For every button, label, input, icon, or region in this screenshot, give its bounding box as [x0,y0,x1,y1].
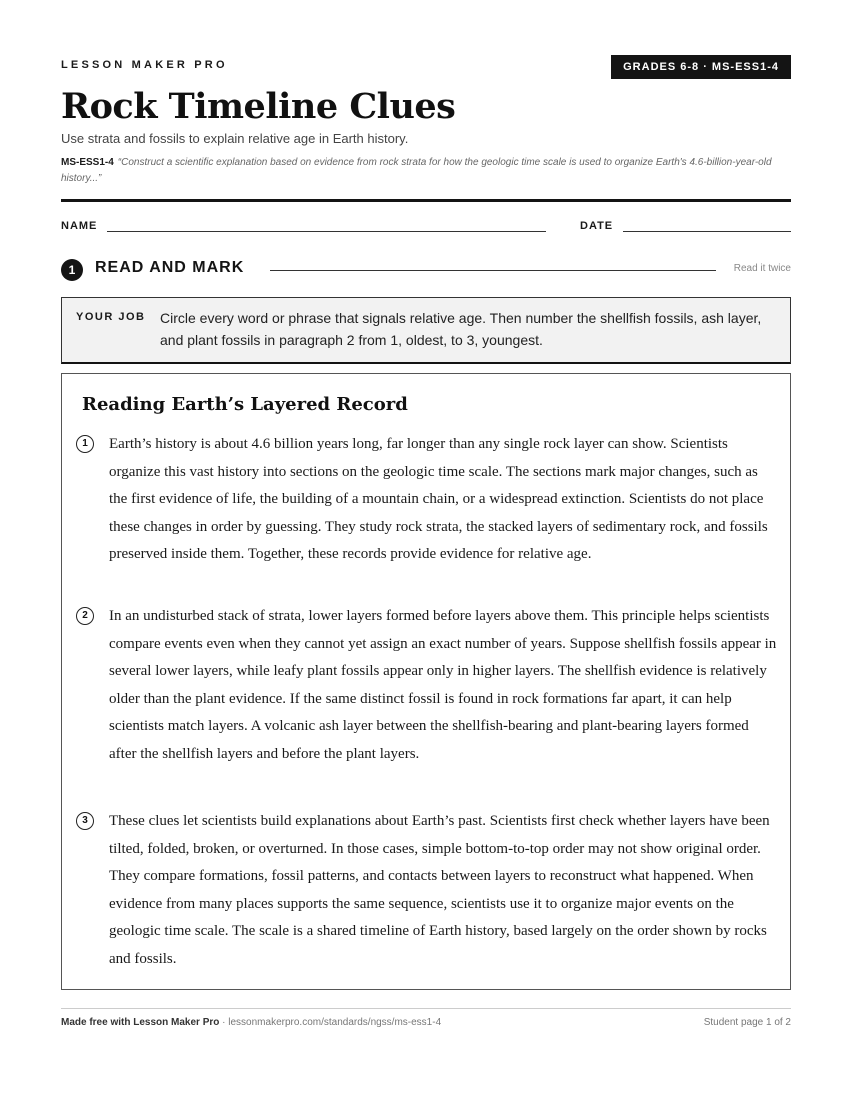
your-job-box [61,297,791,364]
worksheet-page [61,0,791,1100]
footer-made-with: Made free with Lesson Maker Pro [61,1017,220,1028]
your-job-label: YOUR JOB [76,311,146,323]
section-heading [61,258,791,282]
date-field[interactable] [623,231,791,232]
paragraph-number-badge: 1 [76,435,94,453]
section-number-badge: 1 [61,259,83,281]
standard-quote: “Construct a scientific explanation based on evidence from rock strata for how the geologic time scale is used to organize Earth's 4.6-billion-year-old history...” [61,157,772,184]
reading-passage-box [61,373,791,990]
date-label: DATE [580,220,614,232]
grade-standard-badge: GRADES 6-8 · MS-ESS1-4 [611,55,791,79]
name-field[interactable] [107,231,546,232]
footer-url: · lessonmakerpro.com/standards/ngss/ms-ess1-4 [219,1017,442,1028]
your-job-instructions: Circle every word or phrase that signals relative age. Then number the shellfish fossils, ash layer, and plant fossils in paragraph 2 from 1, oldest, to 3, youngest. [160,310,762,348]
header-divider [61,199,791,202]
name-label: NAME [61,220,98,232]
standard-statement [61,155,791,187]
footer-page-number: Student page 1 of 2 [703,1017,791,1028]
paragraph-text[interactable]: Earth’s history is about 4.6 billion years long, far longer than any single rock layer can show. Scientists organize this vast history into sections on the geologic time scale. The sections mark major changes, such as the first evidence of life, the building of a mountain chain, or a widespread extinction. Scientists do not place these changes in order by guessing. They study rock strata, the stacked layers of sedimentary rock, and fossils preserved inside them. Together, these records provide evidence for relative age. [109,436,768,563]
page-title: Rock Timeline Clues [61,86,456,127]
standard-code: MS-ESS1-4 [61,157,114,168]
paragraph-text[interactable]: In an undisturbed stack of strata, lower layers formed before layers above them. This principle helps scientists compare events even when they cannot yet assign an exact number of years. Suppose shellfish fossils appear in several lower layers, while leafy plant fossils appear only in higher layers. The shellfish evidence is relatively older than the plant evidence. If the same distinct fossil is found in rock formations far apart, it can help scientists match layers. A volcanic ash layer between the shellfish-bearing and plant-bearing layers formed after the shellfish layers and before the plant layers. [109,608,777,762]
paragraph-number-badge: 3 [76,812,94,830]
footer-divider [61,1008,791,1009]
section-note: Read it twice [733,263,791,274]
paragraph-number-badge: 2 [76,607,94,625]
page-subtitle: Use strata and fossils to explain relative age in Earth history. [61,131,409,146]
brand-name: LESSON MAKER PRO [61,59,228,71]
paragraph-text[interactable]: These clues let scientists build explanations about Earth’s past. Scientists first check whether layers have been tilted, folded, broken, or overturned. In those cases, simple bottom-to-top order may not show original order. They compare formations, fossil patterns, and contacts between layers to reconstruct what happened. When evidence from many places supports the same sequence, scientists use it to organize major events on the geologic time scale. The scale is a shared timeline of Earth history, based largely on the order shown by rocks and fossils. [109,813,770,967]
reading-title: Reading Earth’s Layered Record [82,394,408,415]
header-row [61,55,791,79]
section-title: READ AND MARK [95,259,245,276]
section-rule [270,270,716,271]
name-date-row [61,219,791,235]
page-footer [61,1017,791,1028]
